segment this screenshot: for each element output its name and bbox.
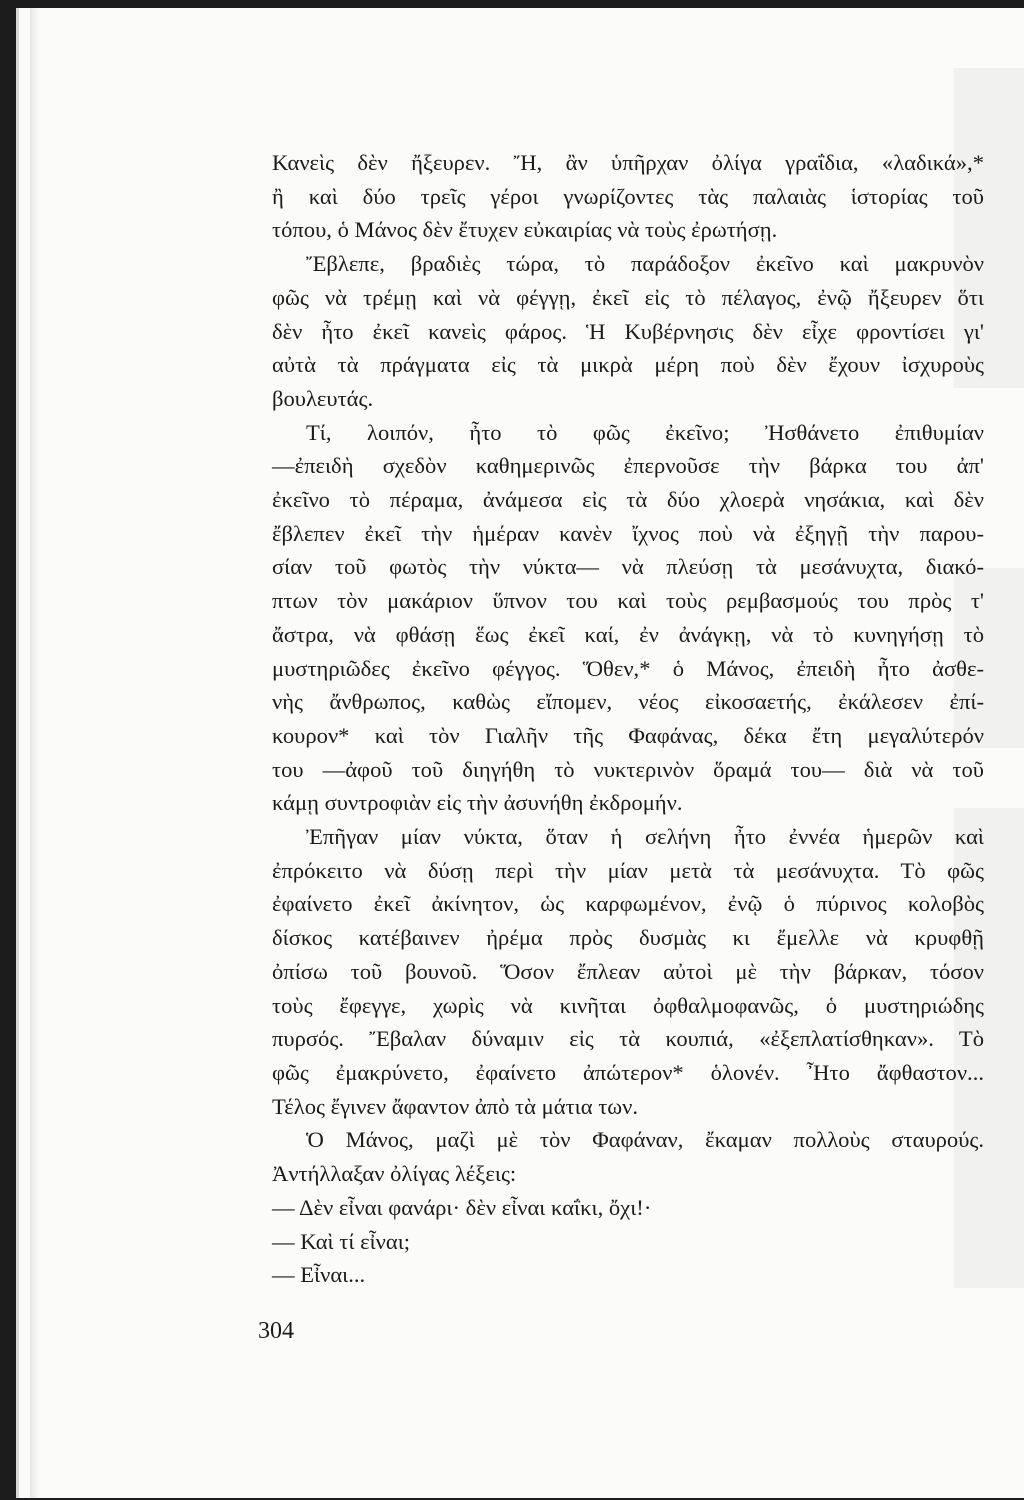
- text-line: ἐφαίνετο ἐκεῖ ἀκίνητον, ὡς καρφωμένον, ἐνῷ ὁ πύρινος κολοβὸς: [272, 891, 984, 917]
- text-line: βουλευτάς.: [272, 385, 374, 411]
- text-line: Τέλος ἔγινεν ἄφαντον ἀπὸ τὰ μάτια των.: [272, 1093, 639, 1119]
- text-line: σίαν τοῦ φωτὸς τὴν νύκτα— νὰ πλεύσῃ τὰ μεσάνυχτα, διακό-: [272, 554, 984, 580]
- dialogue-line: — Καὶ τί εἶναι;: [272, 1228, 411, 1254]
- text-line: ἢ καὶ δύο τρεῖς γέροι γνωρίζοντες τὰς παλαιὰς ἱστορίας τοῦ: [272, 183, 984, 209]
- text-line: τοὺς ἔφεγγε, χωρὶς νὰ κινῆται ὀφθαλμοφανῶς, ὁ μυστηριώδης: [272, 992, 984, 1018]
- text-line: πυρσός. Ἔβαλαν δύναμιν εἰς τὰ κουπιά, «ἐξεπλατίσθηκαν». Τὸ: [272, 1026, 984, 1052]
- text-line: Ὁ Μάνος, μαζὶ μὲ τὸν Φαφάναν, ἔκαμαν πολλοὺς σταυρούς.: [306, 1127, 984, 1153]
- text-line: ἔβλεπεν ἐκεῖ τὴν ἡμέραν κανὲν ἴχνος ποὺ νὰ ἐξηγῇ τὴν παρου-: [272, 520, 984, 546]
- page-number: 304: [258, 1318, 294, 1344]
- text-line: τόπου, ὁ Μάνος δὲν ἔτυχεν εὐκαιρίας νὰ τοὺς ἐρωτήσῃ.: [272, 217, 778, 243]
- text-line: ἐπρόκειτο νὰ δύσῃ περὶ τὴν μίαν μετὰ τὰ μεσάνυχτα. Τὸ φῶς: [272, 857, 984, 883]
- text-line: Ἐπῆγαν μίαν νύκτα, ὅταν ἡ σελήνη ἦτο ἐννέα ἡμερῶν καὶ: [306, 824, 984, 850]
- text-line: ἄστρα, νὰ φθάσῃ ἕως ἐκεῖ καί, ἐν ἀνάγκῃ, νὰ τὸ κυνηγήσῃ τὸ: [272, 621, 984, 647]
- text-line: —ἐπειδὴ σχεδὸν καθημερινῶς ἐπερνοῦσε τὴν βάρκα του ἀπ': [272, 453, 984, 479]
- text-line: πτων τὸν μακάριον ὕπνον του καὶ τοὺς ρεμβασμούς του πρὸς τ': [272, 588, 984, 614]
- text-line: του —ἀφοῦ τοῦ διηγήθη τὸ νυκτερινὸν ὅραμά του— διὰ νὰ τοῦ: [272, 756, 984, 782]
- text-line: κουρον* καὶ τὸν Γιαλῆν τῆς Φαφάνας, δέκα ἔτη μεγαλύτερόν: [272, 722, 984, 748]
- text-line: μυστηριῶδες ἐκεῖνο φέγγος. Ὅθεν,* ὁ Μάνος, ἐπειδὴ ἦτο ἀσθε-: [272, 655, 984, 681]
- text-line: Τί, λοιπόν, ἦτο τὸ φῶς ἐκεῖνο; Ἠσθάνετο ἐπιθυμίαν: [306, 419, 984, 445]
- body-text: [272, 146, 984, 1292]
- text-line: Ἀντήλλαξαν ὀλίγας λέξεις:: [272, 1161, 517, 1187]
- dialogue-line: — Εἶναι...: [272, 1262, 366, 1288]
- text-line: Κανεὶς δὲν ἤξευρεν. Ἤ, ἂν ὑπῆρχαν ὀλίγα γραΐδια, «λαδικά»,*: [272, 150, 984, 175]
- text-line: ἐκεῖνο τὸ πέραμα, ἀνάμεσα εἰς τὰ δύο χλοερὰ νησάκια, καὶ δὲν: [272, 487, 984, 513]
- text-line: δὲν ἦτο ἐκεῖ κανεὶς φάρος. Ἡ Κυβέρνησις δὲν εἶχε φροντίσει γι': [272, 318, 984, 344]
- text-line: Ἔβλεπε, βραδιὲς τώρα, τὸ παράδοξον ἐκεῖνο καὶ μακρυνὸν: [306, 251, 984, 277]
- text-line: δίσκος κατέβαινεν ἠρέμα πρὸς δυσμὰς κι ἔμελλε νὰ κρυφθῇ: [272, 925, 984, 951]
- text-line: φῶς νὰ τρέμῃ καὶ νὰ φέγγῃ, ἐκεῖ εἰς τὸ πέλαγος, ἐνῷ ἤξευρεν ὅτι: [272, 284, 984, 310]
- page-gutter: [30, 8, 38, 1498]
- text-line: νὴς ἄνθρωπος, καθὼς εἴπομεν, νέος εἰκοσαετής, ἐκάλεσεν ἐπί-: [272, 689, 984, 715]
- text-line: κάμῃ συντροφιὰν εἰς τὴν ἀσυνήθη ἐκδρομήν.: [272, 790, 683, 816]
- text-line: αὐτὰ τὰ πράγματα εἰς τὰ μικρὰ μέρη ποὺ δὲν ἔχουν ἰσχυροὺς: [272, 352, 984, 378]
- text-line: ὀπίσω τοῦ βουνοῦ. Ὅσον ἔπλεαν αὐτοὶ μὲ τὴν βάρκαν, τόσον: [272, 958, 984, 984]
- text-line: φῶς ἐμακρύνετο, ἐφαίνετο ἀπώτερον* ὁλονέν. Ἦτο ἄφθαστον...: [272, 1059, 984, 1085]
- dialogue-line: — Δὲν εἶναι φανάρι· δὲν εἶναι καΐκι, ὄχι!·: [272, 1194, 652, 1220]
